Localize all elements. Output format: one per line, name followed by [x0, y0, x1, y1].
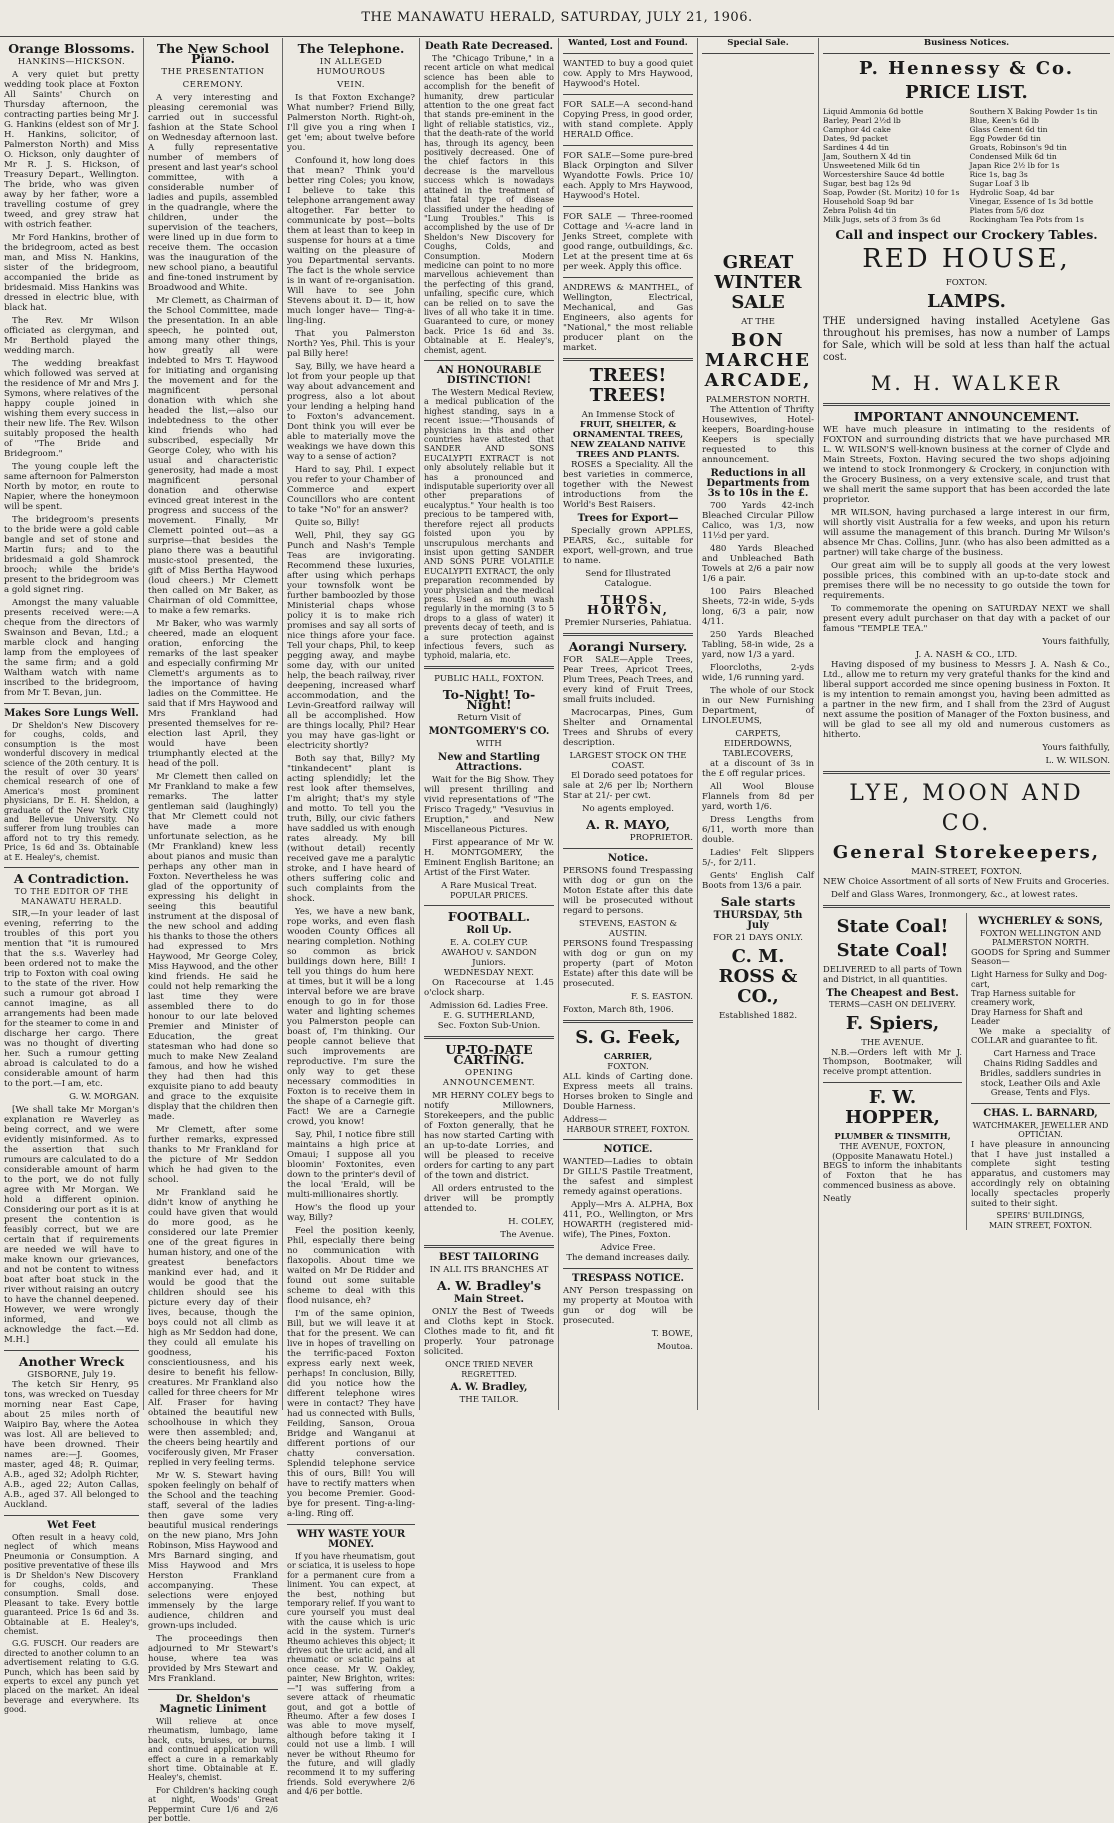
column-7	[818, 38, 1114, 1410]
advert-body: ONLY the Best of Tweeds and Cloths kept in Stock. Clothes made to fit, and fit properly. Your patronage solicited.	[424, 1307, 554, 1358]
price-item: Rockingham Tea Pots from 1s	[969, 215, 1084, 224]
advert-body: First appearance of Mr W. H. MONTGOMERY, the Eminent English Baritone; an Artist of the First Water.	[424, 837, 554, 878]
sale-item: Gents' English Calf Boots from 13/6 a pair.	[702, 871, 814, 891]
price-item: Unsweetened Milk 6d tin	[823, 161, 921, 170]
tablecovers: TABLECOVERS,	[722, 749, 794, 759]
sale-item: The whole of our Stock in our New Furnishing Department, of LINOLEUMS,	[702, 686, 814, 726]
carrier: CARRIER,	[603, 1052, 653, 1062]
price-item: Egg Powder 6d tin	[969, 134, 1041, 143]
public-hall: PUBLIC HALL, FOXTON.	[434, 673, 544, 684]
price-list	[823, 107, 1110, 224]
divider	[424, 360, 554, 361]
price-list-right	[970, 107, 1111, 224]
trees-title: TREES! TREES!	[589, 365, 667, 406]
advert-body: G.G. FUSCH. Our readers are directed to another column to an advertisement relating to G.G. Punch, which has been said by experts to excel any punch yet placed on the market. An ideal beverage and everywhere. Its good.	[4, 1639, 139, 1715]
advert-body: Apply—Mrs A. ALPHA, Box 411, P.O., Wellington, or Mrs HOWARTH (registered mid-wife), The Pines, Foxton.	[563, 1200, 693, 1241]
price-item: Condensed Milk 6d tin	[969, 152, 1057, 161]
advert-body: Specially grown APPLES, PEARS, &c., suitable for export, well-grown, and true to name.	[563, 526, 693, 566]
column-6	[697, 38, 818, 1410]
price-item: Sugar, best bag 12s 9d	[823, 179, 912, 188]
notice-2-title: NOTICE.	[603, 1144, 653, 1156]
death-rate-title: Death Rate Decreased.	[424, 41, 554, 52]
contradiction-to: TO THE EDITOR OF THE MANAWATU HERALD.	[14, 887, 129, 906]
divider	[823, 53, 1110, 54]
barnard-main: MAIN STREET, FOXTON.	[988, 1220, 1093, 1230]
price-item: Sardines 4 4d tin	[823, 143, 890, 152]
spiers-avenue: THE AVENUE.	[861, 1036, 924, 1047]
at-the: AT THE	[741, 317, 775, 327]
bottom-ads-left	[823, 913, 962, 1230]
editor-note: [We shall take Mr Morgan's explanation re Waverley as being correct, and we were evidently misinformed. As to the assertion that such rumours are calculated to do a considerable amount of harm to the port, we do not fully agree with Mr Morgan. We hold a different opinion. Considering our port as it is at present the contention is feasibly correct, but we are certain that if requirements are needed we will have to make known our grievances, and not be content to witness boat after boat stuck in the river without raising an outcry to have the channel deepened. However, we were wrongly informed, and we acknowledge the fact.—Ed. M.H.]	[4, 1104, 139, 1345]
carting-title: UP-TO-DATE CARTING.	[445, 1042, 533, 1068]
carting-sub: OPENING ANNOUNCEMENT.	[442, 1068, 536, 1089]
proprietor: PROPRIETOR.	[629, 833, 693, 843]
article-paragraph: Mr Clemett, after some further remarks, expressed thanks to Mr Frankland for the picture of Mr Seddon which he had given to the school.	[148, 1125, 278, 1185]
price-list-title: PRICE LIST.	[905, 82, 1028, 103]
advert-body: NEW Choice Assortment of all sorts of New Fruits and Groceries.	[823, 877, 1110, 887]
popular-prices: POPULAR PRICES.	[450, 890, 528, 900]
advert-body: ANY Person trespassing on my property at Moutoa with gun or dog will be prosecuted.	[563, 1286, 693, 1327]
divider	[563, 1268, 693, 1269]
carting-address: The Avenue.	[500, 1230, 554, 1241]
price-item: Groats, Robinson's 9d tin	[969, 143, 1067, 152]
article-paragraph: Hard to say, Phil. I expect you refer to your Chamber of Commerce and expert Councillors who are content to take "No" for an answer?	[287, 465, 415, 515]
roll-up: Roll Up.	[466, 925, 512, 937]
the-tailor: THE TAILOR.	[459, 1395, 519, 1405]
divider	[563, 94, 693, 95]
waste-money-title: WHY WASTE YOUR MONEY.	[296, 1529, 406, 1550]
advert-body: We make a speciality of COLLAR and guarantee to fit.	[971, 1025, 1110, 1046]
article-paragraph: A very quiet but pretty wedding took place at Foxton All Saints' Church on Thursday afternoon, the contracting parties being Mr J. G. Hankins (eldest son of Mr J. H. Hankins, solicitor, of Palmerston North) and Miss O. Hickson, only daughter of Mr R. J. S. Hickson, of Treasury Depart., Wellington. The bride, who was given away by her father, wore a travelling costume of grey tweed, and grey straw hat with ostrich feather.	[4, 70, 139, 230]
column-1	[0, 38, 143, 1715]
price-list-left	[823, 107, 964, 224]
advert-body: MR HERNY COLEY begs to notify Millowners, Storekeepers, and the public of Foxton generally, that he has now started Carting with an up-to-date Lorries, and will be pleased to receive orders for carting to any part of the town and district.	[424, 1091, 554, 1182]
another-wreck-title: Another Wreck	[18, 1353, 125, 1369]
ross: C. M. ROSS & CO.,	[718, 946, 798, 1007]
easton: F. S. EASTON.	[631, 992, 693, 1002]
stevens: STEVENS, EASTON & AUSTIN.	[579, 919, 677, 939]
school-piano-title: The New School Piano.	[156, 41, 270, 66]
advert-body: ROSES a Speciality. All the best varieties in commerce, together with the Newest introductions from the World's Best Raisers.	[563, 460, 693, 510]
sale-item: Ladies' Felt Slippers 5/-, for 2/11.	[702, 848, 814, 868]
advert-body: DELIVERED to all parts of Town and District, in all quantities.	[823, 964, 962, 984]
harness-item: Light Harness for Sulky and Dog-cart,	[971, 970, 1107, 989]
with: WITH	[476, 738, 502, 749]
divider	[823, 403, 1110, 406]
horton: THOS. HORTON,	[586, 592, 670, 617]
price-item: Plates from 5/6 doz	[969, 206, 1045, 215]
new-attractions: New and Startling Attractions.	[438, 751, 540, 773]
telephone-title: The Telephone.	[297, 41, 405, 56]
price-item: Rice 1s, bag 3s	[969, 170, 1028, 179]
red-house: RED HOUSE,	[862, 244, 1071, 274]
section-heading: Special Sale.	[727, 38, 789, 48]
general-storekeepers: General Storekeepers,	[832, 842, 1101, 863]
article-paragraph: Well, Phil, they say GG Punch and Nash's Temple Teas are invigorating. Recommend these luxuries, after using which perhaps your townsfolk wont be further bamboozled by those Ministerial chaps whose policy it is to make rich promises and say all sorts of nice things afore your face. Tell your chaps, Phil, to keep pegging away, and maybe some day, with our united help, the beach railway, river deepening, increased wharf accommodation, and the Levin-Greatford railway will all be accomplished. How are things locally, Phil? Hear you may have gas-light or electricity shortly?	[287, 531, 415, 751]
article-paragraph: Say, Phil, I notice fibre still maintains a high price at Omaui; I suppose all you bloomin' Foxtonites, even down to the printer's devil of the local 'Erald, will be multi-millionaires shortly.	[287, 1130, 415, 1200]
divider	[563, 848, 693, 849]
advert-body: Macrocarpas, Pines, Gum Shelter and Ornamental Trees and Shrubs of every description.	[563, 708, 693, 748]
classified: ANDREWS & MANTHEL, of Wellington, Electrical, Mechanical, and Gas Engineers, also agents for "National," the most reliable producer plant on the market.	[563, 283, 693, 353]
sutherland: E. G. SUTHERLAND,	[443, 1011, 535, 1022]
advert-body: Cart Harness and Trace Chains Riding Saddles and Bridles, saddlers sundries in stock, Leather Oils and Axle Grease, Tents and Flys.	[979, 1048, 1102, 1098]
article-paragraph: Is that Foxton Exchange? What number? Friend Billy, Palmerston North. Right-oh, I'll give you a ring when I get 'em; about twelve before you.	[287, 93, 415, 153]
eiderdowns: EIDERDOWNS,	[724, 739, 792, 749]
price-item: Southern X Baking Powder 1s tin	[969, 107, 1098, 116]
tailoring-2: IN ALL ITS BRANCHES AT	[429, 1265, 549, 1276]
article-paragraph: Amongst the many valuable presents received were:—A cheque from the directors of Swainson and Bevan, Ltd.; a marble clock and hanging lamp from the employees of the same firm; and a gold Waltham watch with name inscribed to the bridegroom, from Mr T. Bevan, jun.	[4, 598, 139, 698]
divider	[424, 1036, 554, 1039]
sale-item: 700 Yards 42-inch Bleached Circular Pillow Calico, was 1/3, now 11½d per yard.	[702, 501, 814, 541]
dateline: GISBORNE, July 19.	[27, 1369, 116, 1380]
export-title: Trees for Export—	[577, 513, 679, 524]
sale-item: All Wool Blouse Flannels from 8d per yard, worth 1/6.	[702, 782, 814, 812]
sale-item: at a discount of 3s in the £ off regular prices.	[702, 759, 814, 779]
awahou: AWAHOU v. SANDON	[441, 948, 537, 959]
yours-faithfully: Yours faithfully,	[1042, 743, 1110, 753]
speirs-buildings: SPEIRS' BUILDINGS,	[996, 1211, 1085, 1221]
divider	[563, 1020, 693, 1023]
telephone-subhead-1: IN ALLEGED HUMOUROUS	[316, 57, 386, 77]
section-heading: Business Notices.	[923, 38, 1010, 48]
orange-blossoms-subhead: HANKINS—HICKSON.	[17, 57, 126, 67]
carting-signature: H. COLEY,	[508, 1217, 554, 1228]
no-agents: No agents employed.	[581, 804, 675, 814]
price-item: Blue, Keen's 6d lb	[969, 116, 1039, 125]
plumber: PLUMBER & TINSMITH,	[834, 1130, 951, 1141]
harbour-street: HARBOUR STREET, FOXTON.	[566, 1125, 690, 1134]
price-item: Camphor 4d cake	[823, 125, 891, 134]
divider	[563, 358, 693, 361]
price-item: Jam, Southern X 4d tin	[823, 152, 911, 161]
article-paragraph: A very interesting and pleasing ceremonial was carried out in successful fashion at the State School on Wednesday afternoon last. A fully representative number of members of present and last year's school committee, with a considerable number of ladies and pupils, assembled in the quadrangle, where the children, under the supervision of the teachers, were lined up in due form to receive them. The occasion was the inauguration of the new school piano, a beautiful and fine-toned instrument by Broadwood and White.	[148, 93, 278, 293]
secretary: Sec. Foxton Sub-Union.	[437, 1021, 541, 1032]
price-item: Household Soap 9d bar	[823, 197, 914, 206]
classified: FOR SALE—A second-hand Copying Press, in good order, with stand complete. Apply HERALD Office.	[563, 100, 693, 140]
return-visit: Return Visit of	[457, 712, 521, 723]
thursday: THURSDAY, 5th July	[713, 910, 803, 931]
advert-body: The "Chicago Tribune," in a recent article on what medical science has been able to accomplish for the benefit of humanity, drew particular attention to the one great fact that stands pre-eminent in the light of reliable statistics, viz., that the death-rate of the world has, through its agency, been positively decreased. One of the chief factors in this decrease is the marvellous success which is nowadays attained in the treatment of that fatal type of disease classified under the heading of "Lung Troubles." This is accomplished by the use of Dr Sheldon's New Discovery for Coughs, Colds, and Consumption. Modern medicine can point to no more marvellous achievement than the perfecting of this grand, unfailing, specific cure, which can be relied on to save the lives of all who take it in time. Guaranteed to cure, or money back. Price 1s 6d and 3s. Obtainable at E. Healey's, chemist, agent.	[424, 54, 554, 355]
advert-body: WE have much pleasure in intimating to the residents of FOXTON and surrounding districts that we have purchased MR L. W. WILSON'S well-known business at the corner of Clyde and Main Streets, Foxton. Having secured the two shops adjoining we intend to stock Ironmongery & Crockery, in conjunction with the Grocery Business, on a very extensive scale, and trust that we shall merit the same support that has been accorded the late proprietor.	[823, 425, 1110, 505]
advert-body: The Western Medical Review, a medical publication of the highest standing, says in a recent issue:—"Thousands of physicians in this and other countries have attested that SANDER AND SONS EUCALYPTI EXTRACT is not only absolutely reliable but it has a pronounced and indisputable superiority over all other preparations of eucalyptus." Your health is too precious to be tampered with, therefore reject all products foisted upon you by unscrupulous merchants and insist upon getting SANDER AND SONS PURE VOLATILE EUCALYPTI EXTRACT, the only preparation recommended by your physician and the medical press. Used as mouth wash regularly in the morning (3 to 5 drops to a glass of water) it prevents decay of teeth, and is a sure protection against infectious fevers, such as typhoid, malaria, etc.	[424, 388, 555, 661]
article-paragraph: Mr W. S. Stewart having spoken feelingly on behalf of the School and the teaching staff, several of the ladies then gave some very beautiful musical renderings on the new piano, Mrs John Robinson, Miss Haywood and Mrs Barnard singing, and Miss Haywood and Mrs Herston Frankland accompanying. These selections were enjoyed immensely by the large audience, children and grown-ups included.	[148, 1471, 278, 1631]
advert-body: BEGS to inform the inhabitants of Foxton that he has commenced business as above.	[823, 1160, 962, 1190]
sale-item: 250 Yards Bleached Tabling, 58-in wide, 2s a yard, now 1/3 a yard.	[702, 630, 814, 660]
catalogue: Send for Illustrated Catalogue.	[585, 569, 671, 589]
largest: LARGEST STOCK ON THE COAST.	[569, 751, 687, 771]
price-item: Soap, Powder (St. Moritz) 10 for 1s	[823, 188, 960, 197]
article-paragraph: Confound it, how long does that mean? Think you'd better ring Coles; you know, I believe to take this telephone arrangement away altogether. Far better to communicate by post—bolts them at least than to keep in suspense for hours at a time waiting on the pleasure of you Departmental servants. The fact is the whole service is in want of re-organisation. Will have to see John Stevens about it. D— it, how much longer have— Ting-a-ling-ling.	[287, 156, 415, 326]
advert-body: If you have rheumatism, gout or sciatica, it is useless to hope for a permanent cure from a liniment. You can expect, at the best, nothing but temporary relief. If you want to cure yourself you must deal with the cause which is uric acid in the system. Turner's Rheumo achieves this object; it drives out the uric acid, and all rheumatic or sciatic pains at once cease. Mr W. Oakley, painter, New Brighton, writes:—"I was suffering from a severe attack of rheumatic gout, and got a bottle of Rheumo. After a few doses I was able to move myself, although before taking it I could not use a limb. I will never be without Rheumo for the future, and will gladly recommend it to my suffering friends. Sold everywhere 2/6 and 4/6 per bottle.	[287, 1552, 415, 1797]
column-2	[143, 38, 282, 1823]
watchmaker: WATCHMAKER, JEWELLER AND OPTICIAN.	[972, 1121, 1109, 1140]
cheapest: The Cheapest and Best.	[826, 987, 959, 999]
admission: Admission 6d. Ladies Free.	[429, 1001, 549, 1012]
bon-marche: BON MARCHE ARCADE,	[704, 330, 812, 391]
article-paragraph: The young couple left the same afternoon for Palmerston North by motor, en route to Napier, where the honeymoon will be spent.	[4, 462, 139, 512]
liniment-title: Dr. Sheldon's Magnetic Liniment	[159, 1694, 267, 1715]
price-item: Glass Cement 6d tin	[969, 125, 1048, 134]
classified: FOR SALE — Three-roomed Cottage and ¼-acre land in Jenks Street, complete with good range, outbuildings, &c. Let at the present time at 6s per week. Apply this office.	[563, 212, 693, 272]
trespass-title: TRESPASS NOTICE.	[572, 1273, 684, 1285]
masthead-title: THE MANAWATU HERALD, SATURDAY, JULY 21, 1906.	[361, 10, 753, 25]
letter-body: SIR,—In your leader of last evening, referring to the troubles of this port you mention that "it is rumoured that the s.s. Waverley had been ordered not to make the trip to Foxton with coal owing to the state of the river. How such a rumour got abroad I cannot imagine, as all arrangements had been made for the steamer to come in and discharge her cargo. There was no thought of diverting her. Such a rumour getting abroad is calculated to do a considerable amount of harm to the port.—I am, etc.	[4, 908, 139, 1089]
harness-item: Dray Harness for Shaft and Leader	[971, 1007, 1083, 1027]
divider	[4, 867, 139, 868]
price-item: Vinegar, Essence of 1s 3d bottle	[969, 197, 1094, 206]
honourable-title: AN HONOURABLE DISTINCTION!	[436, 365, 542, 386]
once-tried: ONCE TRIED NEVER REGRETTED.	[445, 1360, 533, 1379]
trees-kinds: FRUIT, SHELTER, & ORNAMENTAL TREES, NEW ZEALAND NATIVE TREES AND PLANTS.	[570, 420, 686, 460]
wycherley: WYCHERLEY & SONS,	[978, 916, 1103, 927]
feek: S. G. Feek,	[575, 1027, 681, 1048]
price-item: Worcestershire Sauce 4d bottle	[823, 170, 945, 179]
divider	[287, 1524, 415, 1525]
divider	[563, 53, 693, 54]
neatly: Neatly	[823, 1192, 852, 1203]
column-5	[558, 38, 697, 1410]
article-paragraph: The ketch Sir Henry, 95 tons, was wrecked on Tuesday morning near East Cape, about 25 miles north of Waipiro Bay, where the Aotea was lost. All are believed to have been drowned. Their names are:—J. Goomes, master, aged 48; R. Quimar, A.B., aged 32; Adolph Richter, A.B., aged 22; Auton Callas, A.B., aged 37. All belonged to Auckland.	[4, 1379, 139, 1510]
advert-body: Will relieve at once rheumatism, lumbago, lame back, cuts, bruises, or burns, and continued application will effect a cure in a remarkably short time. Obtainable at E. Healey's, chemist.	[148, 1717, 278, 1783]
advert-body: PERSONS found Trespassing with dog or gun on my property (part of Moton Estate) after this date will be prosecuted.	[563, 939, 693, 989]
wilson-signature: L. W. WILSON.	[1045, 756, 1110, 766]
divider	[823, 1082, 962, 1083]
masthead	[0, 0, 1114, 37]
spiers: F. Spiers,	[845, 1012, 940, 1034]
article-paragraph: The Rev. Mr Wilson officiated as clergyman, and Mr Berthold played the wedding march.	[4, 316, 139, 356]
divider	[563, 633, 693, 636]
reductions: Reductions in all Departments from 3s to 10s in the £.	[706, 468, 810, 499]
advert-body: N.B.—Orders left with Mr J. Thompson, Bootmaker, will receive prompt attention.	[823, 1046, 962, 1077]
telephone-subhead-2: VEIN.	[336, 80, 366, 90]
hopper: F. W. HOPPER,	[845, 1086, 940, 1128]
wet-feet-title: Wet Feet	[47, 1519, 96, 1531]
established: Established 1882.	[718, 1011, 798, 1021]
state-coal-1: State Coal!	[836, 916, 949, 937]
advert-body: WANTED—Ladies to obtain Dr GILL'S Pastile Treatment, the safest and simplest remedy against operations.	[563, 1157, 693, 1198]
advert-body: GOODS for Spring and Summer Season—	[971, 946, 1110, 967]
barnard: CHAS. L. BARNARD,	[983, 1108, 1098, 1120]
horton-sub: Premier Nurseries, Pahiatua.	[564, 618, 692, 628]
main-street: MAIN-STREET, FOXTON.	[911, 867, 1022, 877]
spacer	[702, 59, 814, 249]
price-item: Hydrolic Soap, 4d bar	[969, 188, 1055, 197]
yours-faithfully: Yours faithfully,	[1042, 637, 1110, 647]
divider	[563, 1139, 693, 1140]
divider	[4, 703, 139, 704]
article-paragraph: How's the flood up your way, Billy?	[287, 1203, 415, 1223]
section-heading: Wanted, Lost and Found.	[568, 38, 688, 48]
advert-body: FOR SALE—Apple Trees, Pear Trees, Apricot Trees, Plum Trees, Peach Trees, and every kind of Fruit Trees, small fruits included.	[563, 655, 693, 705]
letter-signature: G. W. MORGAN.	[69, 1091, 139, 1102]
advert-body: Wait for the Big Show. They will present thrilling and vivid representations of "The Frisco Tragedy," "Vesuvius in Eruption," and New Miscellaneous Pictures.	[424, 774, 554, 835]
divider	[823, 905, 1110, 908]
column-3	[282, 38, 419, 1797]
orange-blossoms-title: Orange Blossoms.	[8, 41, 135, 56]
school-piano-subhead-1: THE PRESENTATION	[161, 67, 265, 77]
advert-body: To commemorate the opening on SATURDAY NEXT we shall present every adult purchaser on that day with a packet of our famous "TEMPLE TEA."	[823, 604, 1110, 634]
hopper-opposite: (Opposite Manawatu Hotel.)	[832, 1150, 953, 1161]
price-item: Sugar Loaf 3 lb	[969, 179, 1029, 188]
hennessy: P. Hennessy & Co.	[859, 58, 1074, 79]
divider	[424, 905, 554, 906]
bowe: T. BOWE,	[651, 1329, 693, 1340]
bottom-ads-right	[966, 913, 1110, 1230]
coley-cup: E. A. COLEY CUP.	[449, 938, 528, 949]
state-coal-2: State Coal!	[836, 940, 949, 961]
palmerston: PALMERSTON NORTH.	[705, 395, 811, 405]
call-inspect: Call and inspect our Crockery Tables.	[835, 227, 1098, 242]
sale-item: 100 Pairs Bleached Sheets, 72-in wide, 5-yds long, 6/3 a pair, now 4/11.	[702, 587, 814, 627]
column-4	[419, 38, 558, 1410]
tonight: To-Night! To-Night!	[442, 686, 536, 712]
article-paragraph: The bridegroom's presents to the bride were a gold cable bangle and set of stone and Martin furs; and to the bridesmaid a gold Shamrock brooch; while the bride's present to the bridegroom was a gold signet ring.	[4, 515, 139, 595]
bottom-ads	[823, 913, 1110, 1230]
article-paragraph: Yes, we have a new bank, rope works, and even flash wooden County Offices all nearing completion. Nothing so common as brick buildings down here, Bill! I tell you things do hum here at times, but it will be a long interval before we are brave enough to go in for those water and lighting schemes you Palmerston people can boast of, I'm thinking. Our people cannot believe that such improvements are reproductive. I'm sure the only way to get these necessary commodities in Foxton is to receive them in the shape of a Carnegie gift. Fact! We are a Carnegie crowd, you know!	[287, 907, 415, 1127]
harness-item: Trap Harness suitable for creamery work,	[971, 989, 1076, 1008]
divider	[702, 53, 814, 54]
sale-item: Floorcloths, 2-yds wide, 1/6 running yard.	[702, 663, 814, 683]
divider	[4, 1515, 139, 1516]
main-street: Main Street.	[453, 1294, 525, 1306]
advert-body: MR WILSON, having purchased a large interest in our firm, will shortly visit Australia for a few weeks, and upon his return will assume the management of this branch. During Mr Wilson's absence Mr Chas. Collins, Junr. (who has also been admitted as a partner) will take charge of the business.	[823, 508, 1110, 558]
article-paragraph: Feel the position keenly, Phil, especially there being no communication with flaxopolis. About time we waited on Mr De Ridder and found out some suitable scheme to deal with this flood nuisance, eh?	[287, 1226, 415, 1306]
bradley-sig: A. W. Bradley,	[450, 1382, 528, 1393]
price-item: Zebra Polish 4d tin	[823, 206, 897, 215]
feek-foxton: FOXTON.	[607, 1062, 649, 1072]
advert-body: The Attention of Thrifty Housewives, Hotel-keepers, Boarding-house Keepers is specially requested to this announcement.	[702, 405, 814, 465]
mayo: A. R. MAYO,	[586, 817, 670, 832]
sale-item: 480 Yards Bleached and Unbleached Bath Towels at 2/6 a pair now 1/6 a pair.	[702, 544, 814, 584]
advert-body: Our great aim will be to supply all goods at the very lowest possible prices, this combined with an up-to-date stock and premises there will be no necessity to go outside the town for requirements.	[823, 561, 1110, 601]
article-paragraph: Mr Ford Hankins, brother of the bridegroom, acted as best man, and Miss N. Hankins, sister of the bridegroom, accompanied the bride as bridesmaid. Miss Hankins was dressed in electric blue, with black hat.	[4, 233, 139, 313]
article-paragraph: I'm of the same opinion, Bill, but we will leave it at that for the present. We can live in hopes of travelling on the terrific-paced Foxton express early next week, perhaps! In conclusion, Billy, did you notice how the different telephone wires were in contact? They have had us connected with Bulls, Feilding, Sanson, Oroua Bridge and Wanganui at different portions of our chatty conversation. Splendid telephone service this of ours, Bill! You will have to rectify matters when you become Premier. Good-bye for present. Ting-a-ling-a-ling. Ring off.	[287, 1309, 415, 1519]
divider	[424, 666, 554, 669]
advert-body: ALL kinds of Carting done. Express meets all trains. Horses broken to Single and Double Harness.	[563, 1072, 693, 1112]
great-winter-sale: GREAT WINTER SALE	[714, 252, 802, 313]
walker: M. H. WALKER	[870, 371, 1063, 395]
important-announcement: IMPORTANT ANNOUNCEMENT.	[853, 409, 1080, 424]
divider	[971, 1103, 1110, 1104]
classified: FOR SALE—Some pure-bred Black Orpington and Silver Wyandotte Fowls. Price 10/ each. Apply to Mrs Haywood, Haywood's Hotel.	[563, 151, 693, 201]
advert-body: On Racecourse at 1.45 o'clock sharp.	[424, 978, 554, 999]
juniors: Juniors.	[472, 958, 506, 969]
trees-sub: An Immense Stock of	[581, 410, 675, 420]
article-paragraph: Say, Billy, we have heard a lot from your people up that way about advancement and progress, also a lot about your lending a helping hand to Foxton's advancement. Dont think you will ever be able to materially move the weakings we have down this way to a sense of action?	[287, 362, 415, 462]
carpets: CARPETS,	[735, 729, 781, 739]
price-item: Dates, 9d packet	[823, 134, 888, 143]
advert-body: Delf and Glass Wares, Ironmongery, &c., at lowest rates.	[831, 890, 1078, 900]
advert-body: Dr Sheldon's New Discovery for coughs, colds, and consumption is the most wonderful discovery in medical science of the 20th century. It is the result of over 30 years' chemical research of one of America's most prominent physicians, Dr E. H. Sheldon, a graduate of the New York City and Bellevue University. No sufferer from lung troubles can afford not to try this remedy. Price, 1s 6d and 3s. Obtainable at E. Healey's, chemist.	[4, 721, 139, 862]
school-piano-subhead-2: CEREMONY.	[182, 80, 244, 90]
wycherley-sub: FOXTON WELLINGTON AND PALMERSTON NORTH.	[980, 928, 1101, 948]
advert-body: I have pleasure in announcing that I have just installed a complete sight testing apparatus, and customers may accordingly rely on obtaining locally spectacles properly suited to their sight.	[971, 1138, 1110, 1208]
bradley: A. W. Bradley's	[436, 1278, 542, 1294]
divider	[148, 1689, 278, 1690]
advert-body: Often result in a heavy cold, neglect of which means Pneumonia or Consumption. A positive preventative of these ills is Dr Sheldon's New Discovery for coughs, colds, and consumption. Small dose. Pleasant to take. Every bottle guaranteed. Price 1s 6d and 3s. Obtainable at E. Healey's, chemist.	[4, 1532, 139, 1636]
article-paragraph: The proceedings then adjourned to Mr Stewart's house, where tea was provided by Mrs Stewart and Mrs Frankland.	[148, 1634, 278, 1684]
red-house-foxton: FOXTON.	[945, 278, 988, 288]
advert-body: All orders entrusted to the driver will be promptly attended to.	[424, 1184, 554, 1215]
price-item: Japan Rice 2½ lb for 1s	[969, 161, 1060, 170]
divider	[424, 1245, 554, 1248]
days: FOR 21 DAYS ONLY.	[713, 933, 803, 943]
notice-title: Notice.	[607, 853, 649, 864]
hopper-avenue: THE AVENUE, FOXTON,	[839, 1140, 946, 1151]
advice: Advice Free.	[600, 1243, 656, 1254]
price-item: Milk Jugs, sets of 3 from 3s 6d	[823, 215, 941, 224]
article-paragraph: Mr Clemett then called on Mr Frankland to make a few remarks. The latter gentleman said (laughingly) that Mr Clemett could not have made a more unfortunate selection, as he (Mr Frankland) knew less about pianos and music than perhaps any other man in Foxton. Nevertheless he was glad of the opportunity of expressing his delight in seeing this beautiful instrument at the disposal of the new school and adding his thanks to those the others had expressed to Mrs Haywood, Mr George Coley, Miss Haywood, and the other kind friends. He said he could not help remarking the last time they were assembled there to do honour to our late beloved Premier and Minister of Education, the great statesman who had done so much to make New Zealand famous, and how he wished they had then had this exquisite piano to add beauty and grace to the exquisite display that the children then made.	[148, 772, 278, 1122]
article-paragraph: Mr Frankland said he didn't know of anything he could have given that would do more good, as he considered our late Premier one of the great figures in human history, and one of the greatest benefactors mankind ever had, and it would be good that the children should see his picture every day of their lives, because, though the boys could not all climb as high as Mr Seddon had done, they could all emulate his goodness, his conscientiousness, and his desire to benefit his fellow-creatures. Mr Frankland also called for three cheers for Mr Alf. Fraser for having obtained the beautiful new schoolhouse in which they were then assembled; and, the cheers being heartily and vociferously given, Mr Fraser replied in very feeling terms.	[148, 1188, 278, 1468]
divider	[4, 1350, 139, 1351]
sale-starts: Sale starts	[720, 894, 796, 909]
aorangi: Aorangi Nursery.	[568, 639, 688, 654]
easton-date: Foxton, March 8th, 1906.	[563, 1005, 674, 1015]
tailoring-1: BEST TAILORING	[439, 1252, 539, 1264]
article-paragraph: Mr Baker, who was warmly cheered, made an eloquent oration, enforcing the remarks of the last speaker and especially confirming Mr Clemett's arguments as to the importance of having ladies on the Committee. He said that if Mrs Haywood and Mrs Frankland had presented themselves for re-election last April, they would have been triumphantly elected at the head of the poll.	[148, 619, 278, 769]
makes-sore-lungs-title: Makes Sore Lungs Well.	[4, 708, 139, 719]
price-item: Barley, Pearl 2½d lb	[823, 116, 901, 125]
article-paragraph: Quite so, Billy!	[295, 518, 360, 528]
price-item: Liquid Ammonia 6d bottle	[823, 107, 924, 116]
terms: TERMS—CASH ON DELIVERY.	[829, 1000, 956, 1010]
advert-body: PERSONS found Trespassing with dog or gun on the Moton Estate after this date will be prosecuted without regard to persons.	[563, 866, 693, 916]
sale-item: Dress Lengths from 6/11, worth more than double.	[702, 815, 814, 845]
lamps: LAMPS.	[927, 291, 1006, 312]
advert-body: Having disposed of my business to Messrs J. A. Nash & Co., Ltd., allow me to return my very grateful thanks for the kind and liberal support accorded me since opening business in Foxton. It is my intention to remain amongst you, having been admitted as a partner in the new firm, and I shall from the 23rd of August next assume the position of Manager of the Foxton business, and will be glad to see all my old and numerous customers as hitherto.	[823, 660, 1110, 740]
wednesday: WEDNESDAY NEXT.	[444, 968, 534, 979]
divider	[563, 145, 693, 146]
classified: WANTED to buy a good quiet cow. Apply to Mrs Haywood, Haywood's Hotel.	[563, 59, 693, 89]
article-paragraph: The wedding breakfast which followed was served at the residence of Mr and Mrs J. Symons, where relatives of the happy couple joined in wishing them every success in their new life. The Rev. Wilson suitably proposed the health of "The Bride and Bridegroom."	[4, 359, 139, 459]
divider	[563, 206, 693, 207]
moutoa: Moutoa.	[657, 1342, 693, 1353]
article-paragraph: Both say that, Billy? My "tinkandecent" plant is acting splendidly; let the rest look after themselves, I'm alright; that's my style and motto. To tell you the truth, Billy, our civic fathers have saddled us with enough rates already. My bill (without detail) recently received gave me a paralytic stroke, and I have heard of others suffering colic and such complaints from the shock.	[287, 754, 415, 904]
article-paragraph: Mr Clemett, as Chairman of the School Committee, made the presentation. In an able speech, he pointed out, among many other things, how greatly all were indebted to Mrs T. Haywood for initiating and organising the movement and for the magnificent personal donation with which she headed the list,—also our indebtedness to the other kind friends who had subscribed, especially Mr George Coley, who with his usual and characteristic generosity, had made a most magnificent personal donation and otherwise evinced great interest in the progress and success of the movement. Finally, Mr Clemett pointed out—as a surprise—that besides the piano there was a beautiful music-stool presented, the gift of Miss Bertha Haywood (loud cheers.) Mr Clemett then called on Mr Baker, as Chairman of old Committee, to make a few remarks.	[148, 296, 278, 616]
football: FOOTBALL.	[447, 909, 531, 925]
demand: The demand increases daily.	[566, 1253, 690, 1264]
nash-signature: J. A. NASH & CO., LTD.	[915, 650, 1018, 660]
article-paragraph: That you Palmerston North? Yes, Phil. This is your pal Billy here!	[287, 329, 415, 359]
rare-treat: A Rare Musical Treat.	[441, 880, 537, 891]
advert-body: El Dorado seed potatoes for sale at 2/6 per lb; Northern Star at 21/- per cwt.	[563, 771, 693, 801]
advert-body: THE undersigned having installed Acetylene Gas throughout his premises, has now a number of Lamps for Sale, which will be sold at less than half the actual cost.	[823, 316, 1110, 363]
divider	[823, 771, 1110, 774]
address-label: Address—	[563, 1115, 607, 1125]
lye-moon: LYE, MOON AND CO.	[849, 781, 1084, 836]
montgomery: MONTGOMERY'S CO.	[428, 725, 550, 737]
advert-body: For Children's hacking cough at night, Woods' Great Peppermint Cure 1/6 and 2/6 per bottle.	[148, 1785, 278, 1823]
divider	[563, 277, 693, 278]
contradiction-title: A Contradiction.	[13, 871, 130, 887]
